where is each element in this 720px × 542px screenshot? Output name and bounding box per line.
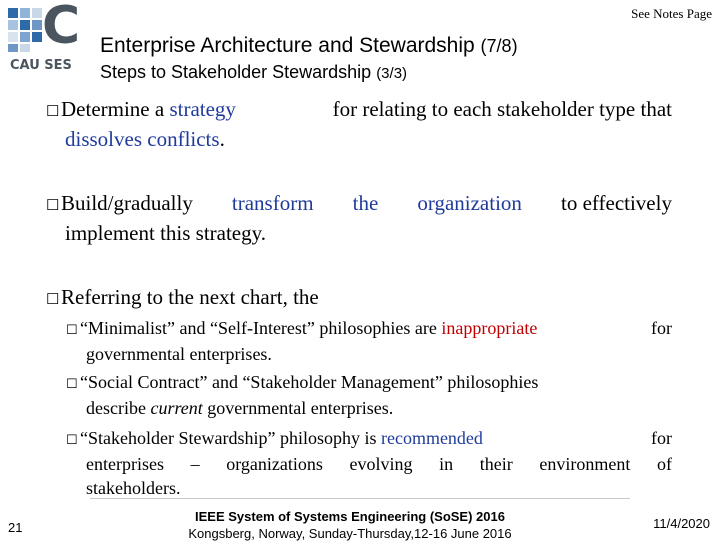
bullet-referring: ☐Referring to the next chart, the	[46, 284, 672, 314]
page-number: 21	[8, 520, 23, 535]
bullet-box-icon: ☐	[46, 292, 60, 308]
slide-title	[100, 34, 518, 58]
slide-subtitle	[100, 62, 407, 83]
subbullet-minimalist: ☐ “Minimalist” and “Self-Interest” philosophies are inappropriate for governmental enterprises.	[66, 318, 672, 364]
see-notes-link[interactable]: See Notes Page	[631, 6, 712, 21]
subbullet-box-icon: ☐	[66, 432, 78, 447]
bullet-transform: ☐Build/gradually transform the organization to effectively implement this strategy.	[46, 191, 672, 245]
bullet-strategy: ☐Determine a strategy for relating to each stakeholder type that dissolves conflicts.	[46, 97, 672, 151]
logo-text: CAU SES	[10, 58, 72, 73]
logo-letter: C	[42, 0, 81, 56]
title-text: Enterprise Architecture and Stewardship	[100, 34, 475, 57]
subtitle-text: Steps to Stakeholder Stewardship	[100, 62, 372, 82]
bullet-box-icon: ☐	[46, 198, 60, 214]
subbullet-social-contract: ☐ “Social Contract” and “Stakeholder Management” philosophies describe current governmental enterprises.	[66, 372, 539, 418]
conference-info	[160, 508, 540, 542]
slide-date: 11/4/2020	[653, 516, 710, 531]
conference-name: IEEE System of Systems Engineering (SoSE) 2016	[195, 509, 505, 524]
title-count: (7/8)	[480, 36, 518, 56]
bullet-box-icon: ☐	[46, 104, 60, 120]
footer-divider	[90, 498, 630, 499]
subbullet-box-icon: ☐	[66, 322, 78, 337]
conference-location: Kongsberg, Norway, Sunday-Thursday,12-16 June 2016	[188, 526, 512, 541]
subtitle-count: (3/3)	[376, 65, 408, 82]
subbullet-stewardship: ☐ “Stakeholder Stewardship” philosophy is recommended for enterprises – organizations evolving in their environment of stakeholders.	[66, 428, 672, 498]
subbullet-box-icon: ☐	[66, 376, 78, 391]
cau-ses-logo	[8, 0, 100, 80]
